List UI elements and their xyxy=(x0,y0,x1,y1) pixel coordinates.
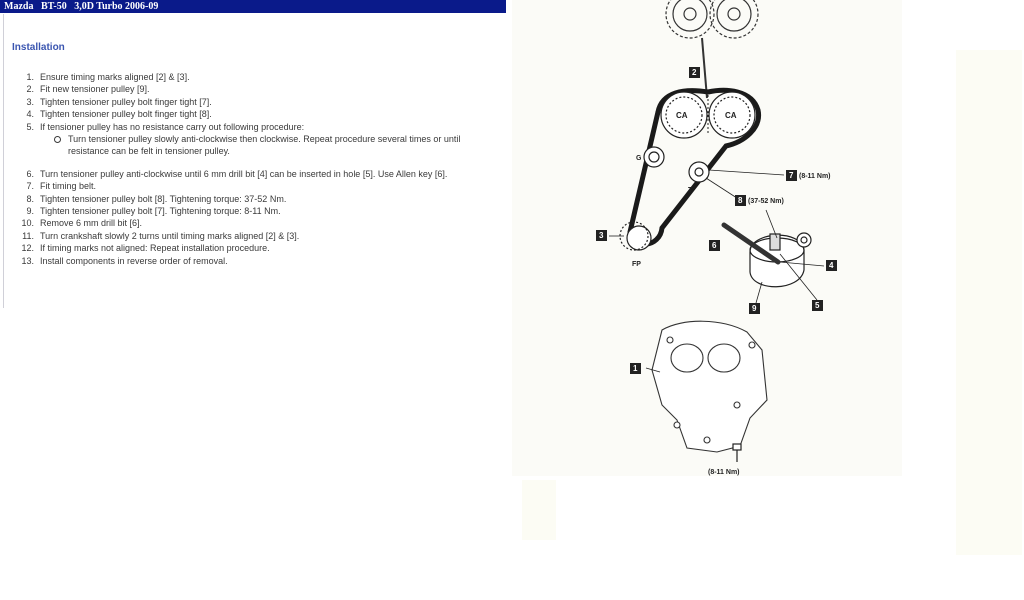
callout-3 xyxy=(596,230,607,241)
leader-line xyxy=(756,282,762,303)
callout-8 xyxy=(735,195,746,206)
step-item: 12. If timing marks not aligned: Repeat installation procedure. xyxy=(21,243,270,254)
step-text: Install components in reverse order of removal. xyxy=(40,255,228,266)
step-text: Tighten tensioner pulley bolt finger tight [8]. xyxy=(40,109,212,120)
step-item: 2. Fit new tensioner pulley [9]. xyxy=(26,84,150,95)
step-item: 13. Install components in reverse order of removal. xyxy=(21,255,228,266)
installation-steps xyxy=(0,71,500,267)
label-fp: FP xyxy=(632,261,641,268)
step-text: Remove 6 mm drill bit [6]. xyxy=(40,218,143,229)
label-torque-bolt: (8-11 Nm) xyxy=(708,469,740,476)
step-text: Tighten tensioner pulley bolt [7]. Tightening torque: 8-11 Nm. xyxy=(40,206,281,217)
label-ca-right: CA xyxy=(725,111,737,120)
circle-bullet-icon xyxy=(54,136,61,143)
window-title-bar xyxy=(0,0,506,13)
svg-text:7: 7 xyxy=(789,171,794,180)
callout-7 xyxy=(786,170,797,181)
step-text: Ensure timing marks aligned [2] & [3]. xyxy=(40,72,190,82)
label-ca-left: CA xyxy=(676,111,688,120)
cover-bolt xyxy=(733,444,741,462)
step-item: 1. Ensure timing marks aligned [2] & [3]. xyxy=(26,72,190,82)
step-item: 8. Tighten tensioner pulley bolt [8]. Tightening torque: 37-52 Nm. xyxy=(26,193,287,204)
section-heading: Installation xyxy=(12,42,65,53)
callout-5 xyxy=(812,300,823,311)
step-text: If timing marks not aligned: Repeat installation procedure. xyxy=(40,243,270,254)
pale-patch xyxy=(956,50,1022,555)
window-title: Mazda BT-50 3,0D Turbo 2006-09 xyxy=(4,1,159,12)
step-item: 6. Turn tensioner pulley anti-clockwise until 6 mm drill bit [4] can be inserted in hole [5]. Use Allen key [6]. xyxy=(26,168,448,179)
step-item: 9. Tighten tensioner pulley bolt [7]. Tightening torque: 8-11 Nm. xyxy=(26,206,281,217)
leader-line xyxy=(709,170,784,175)
sub-step-text: Turn tensioner pulley slowly anti-clockwise then clockwise. Repeat procedure several times or until resistance can be felt in tensioner pulley. xyxy=(68,134,461,157)
svg-text:3: 3 xyxy=(599,231,604,240)
step-item: 7. Fit timing belt. xyxy=(26,181,97,192)
label-t: T xyxy=(688,187,693,194)
svg-text:2: 2 xyxy=(692,68,697,77)
timing-belt-diagram xyxy=(512,0,902,480)
step-text: Turn crankshaft slowly 2 turns until timing marks aligned [2] & [3]. xyxy=(40,230,300,241)
label-g: G xyxy=(636,155,642,162)
step-text: If tensioner pulley has no resistance carry out following procedure: xyxy=(40,121,305,132)
step-item: 5. If tensioner pulley has no resistance carry out following procedure: Turn tensioner pulley slowly anti-clockwise then clockwise. Repeat procedure several times or until resistance can be felt in tensioner pulley. xyxy=(0,121,500,158)
svg-text:4: 4 xyxy=(829,261,834,270)
tensioner-pulley-t xyxy=(689,162,709,182)
crank-pulley-fp xyxy=(620,222,651,250)
leader-line xyxy=(706,178,740,200)
step-item: 3. Tighten tensioner pulley bolt finger tight [7]. xyxy=(26,96,212,107)
label-torque-8: (37-52 Nm) xyxy=(748,198,784,205)
lower-timing-cover xyxy=(652,321,767,452)
step-item: 11. Turn crankshaft slowly 2 turns until timing marks aligned [2] & [3]. xyxy=(22,230,300,241)
step-text: Tighten tensioner pulley bolt [8]. Tightening torque: 37-52 Nm. xyxy=(40,193,287,204)
step-text: Fit new tensioner pulley [9]. xyxy=(40,84,150,95)
label-torque-7: (8-11 Nm) xyxy=(799,173,831,180)
callout-9 xyxy=(749,303,760,314)
idler-pulley-g xyxy=(644,147,664,167)
callout-2 xyxy=(689,67,700,78)
step-text: Turn tensioner pulley anti-clockwise until 6 mm drill bit [4] can be inserted in hole [5]. Use Allen key [6]. xyxy=(40,168,448,179)
callout-4 xyxy=(826,260,837,271)
svg-text:8: 8 xyxy=(738,196,743,205)
sub-step xyxy=(0,133,488,158)
callout-1 xyxy=(630,363,641,374)
svg-text:9: 9 xyxy=(752,304,757,313)
svg-text:6: 6 xyxy=(712,241,717,250)
pale-patch xyxy=(522,480,556,540)
step-item: 4. Tighten tensioner pulley bolt finger tight [8]. xyxy=(26,109,212,120)
cam-sprocket-top-right xyxy=(710,0,758,38)
step-text: Tighten tensioner pulley bolt finger tight [7]. xyxy=(40,96,212,107)
svg-text:1: 1 xyxy=(633,364,638,373)
tensioner-assembly xyxy=(750,233,811,287)
cam-sprocket-top-left xyxy=(666,0,714,38)
step-item: 10. Remove 6 mm drill bit [6]. xyxy=(21,218,143,229)
step-text: Fit timing belt. xyxy=(40,181,97,192)
callout-6 xyxy=(709,240,720,251)
svg-text:5: 5 xyxy=(815,301,820,310)
